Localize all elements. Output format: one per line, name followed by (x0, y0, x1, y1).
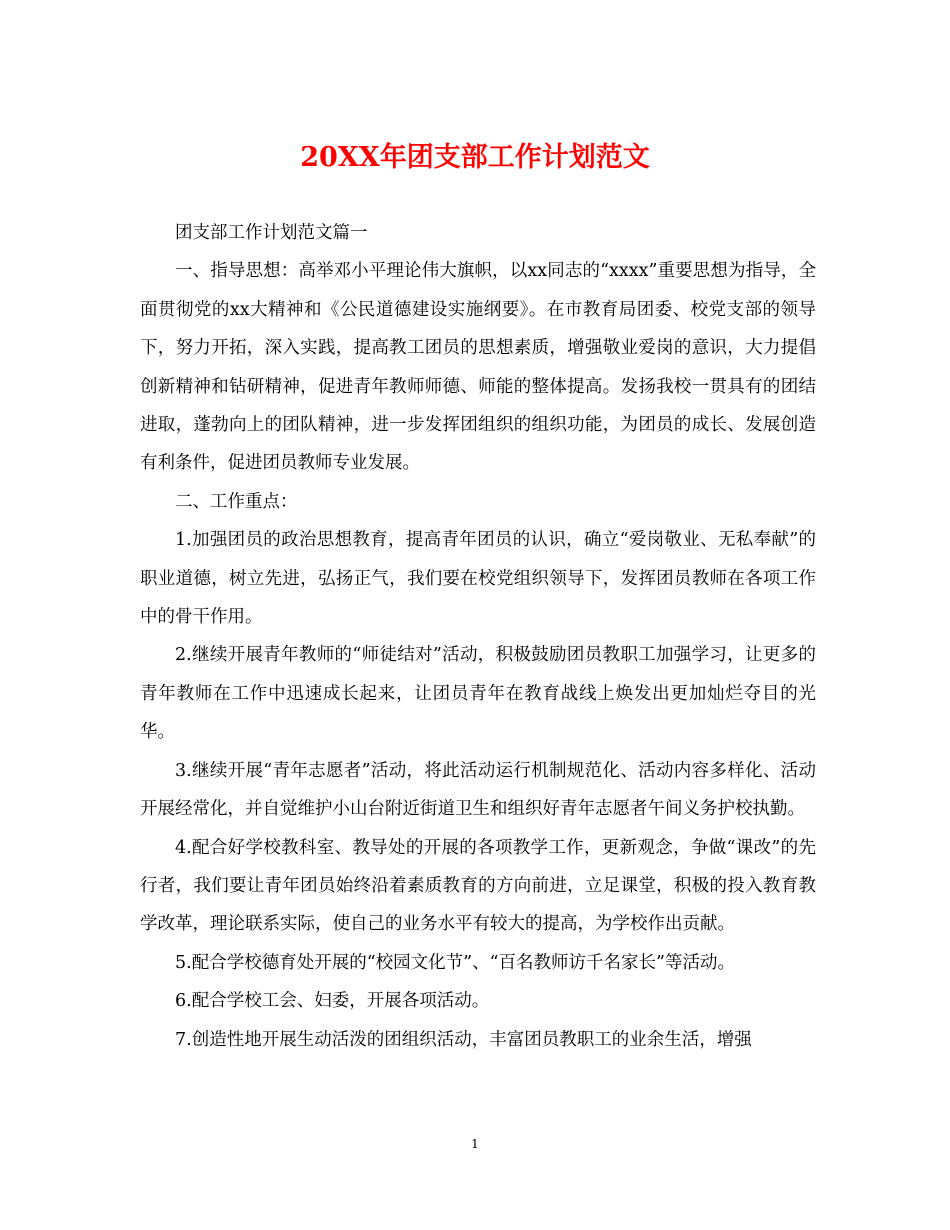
list-item-4: 4.配合好学校教科室、教导处的开展的各项教学工作，更新观念，争做“课改”的先行者，我们要让青年团员始终沿着素质教育的方向前进，立足课堂，积极的投入教育教学改革，理论联系实际，使自己的业务水平有较大的提高，为学校作出贡献。 (140, 837, 816, 935)
list-item-6: 6.配合学校工会、妇委，开展各项活动。 (175, 991, 490, 1012)
document-title: 20XX年团支部工作计划范文 (300, 142, 650, 173)
list-item-2: 2.继续开展青年教师的“师徒结对”活动，积极鼓励团员教职工加强学习，让更多的青年教师在工作中迅速成长起来，让团员青年在教育战线上焕发出更加灿烂夺目的光华。 (140, 645, 816, 743)
paragraph-work-focus-heading: 二、工作重点： (175, 491, 298, 512)
document-body (140, 214, 816, 1059)
list-item-1: 1.加强团员的政治思想教育，提高青年团员的认识，确立“爱岗敬业、无私奉献”的职业道德，树立先进，弘扬正气，我们要在校党组织领导下，发挥团员教师在各项工作中的骨干作用。 (140, 530, 816, 628)
list-item-5: 5.配合学校德育处开展的“校园文化节”、“百名教师访千名家长”等活动。 (175, 952, 735, 973)
list-item-7: 7.创造性地开展生动活泼的团组织活动，丰富团员教职工的业余生活，增强 (175, 1029, 752, 1050)
list-item-3: 3.继续开展“青年志愿者”活动，将此活动运行机制规范化、活动内容多样化、活动开展经常化，并自觉维护小山台附近街道卫生和组织好青年志愿者午间义务护校执勤。 (140, 760, 816, 820)
section-heading: 团支部工作计划范文篇一 (175, 223, 368, 243)
page-number: 1 (471, 1137, 479, 1151)
paragraph-guiding-ideology: 一、指导思想：高举邓小平理论伟大旗帜，以xx同志的“xxxx”重要思想为指导，全面贯彻党的xx大精神和《公民道德建设实施纲要》。在市教育局团委、校党支部的领导下，努力开拓，深入实践，提高教工团员的思想素质，增强敬业爱岗的意识，大力提倡创新精神和钻研精神，促进青年教师师德、师能的整体提高。发扬我校一贯具有的团结进取，蓬勃向上的团队精神，进一步发挥团组织的组织功能，为团员的成长、发展创造有利条件，促进团员教师专业发展。 (140, 261, 816, 474)
